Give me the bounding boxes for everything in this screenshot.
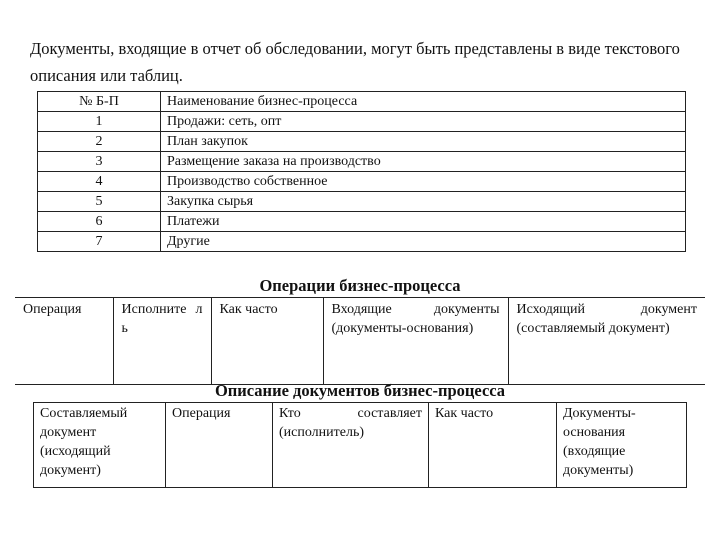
- header-cell: Кто составляет (исполнитель): [273, 403, 429, 488]
- table-row: [38, 212, 686, 232]
- cell-name: Закупка сырья: [161, 192, 686, 212]
- cell-number: 5: [38, 192, 161, 212]
- business-process-table: [37, 91, 686, 252]
- header-cell: Как часто: [429, 403, 557, 488]
- table-row: [38, 132, 686, 152]
- cell-name: Производство собственное: [161, 172, 686, 192]
- header-cell: Исходящий документ (составляемый документ): [508, 298, 705, 385]
- documents-table-title: Описание документов бизнес-процесса: [214, 381, 506, 400]
- header-cell: Входящие документы (документы-основания): [323, 298, 508, 385]
- table-row: [38, 112, 686, 132]
- cell-number: 1: [38, 112, 161, 132]
- cell-name: План закупок: [161, 132, 686, 152]
- header-cell: Операция: [166, 403, 273, 488]
- table-header-row: [38, 92, 686, 112]
- cell-name: Продажи: сеть, опт: [161, 112, 686, 132]
- header-cell: Операция: [15, 298, 113, 385]
- cell-name: Платежи: [161, 212, 686, 232]
- documents-table: [33, 402, 687, 488]
- header-cell: Наименование бизнес-процесса: [161, 92, 686, 112]
- table-row: [38, 172, 686, 192]
- header-cell: Составляемый документ (исходящий документ): [34, 403, 166, 488]
- cell-number: 7: [38, 232, 161, 252]
- operations-table: [15, 297, 705, 385]
- table-header-row: [34, 403, 687, 488]
- header-cell: Документы-основания (входящие документы): [557, 403, 687, 488]
- table-row: [38, 152, 686, 172]
- cell-number: 2: [38, 132, 161, 152]
- cell-number: 6: [38, 212, 161, 232]
- operations-table-title: Операции бизнес-процесса: [259, 276, 461, 295]
- header-cell: № Б-П: [38, 92, 161, 112]
- intro-text: Документы, входящие в отчет об обследовании, могут быть представлены в виде текстового описания или таблиц.: [30, 39, 680, 85]
- table-row: [38, 192, 686, 212]
- header-cell: Как часто: [211, 298, 323, 385]
- cell-number: 4: [38, 172, 161, 192]
- table-header-row: [15, 298, 705, 385]
- cell-name: Другие: [161, 232, 686, 252]
- cell-name: Размещение заказа на производство: [161, 152, 686, 172]
- cell-number: 3: [38, 152, 161, 172]
- table-row: [38, 232, 686, 252]
- header-cell: Исполните ль: [113, 298, 211, 385]
